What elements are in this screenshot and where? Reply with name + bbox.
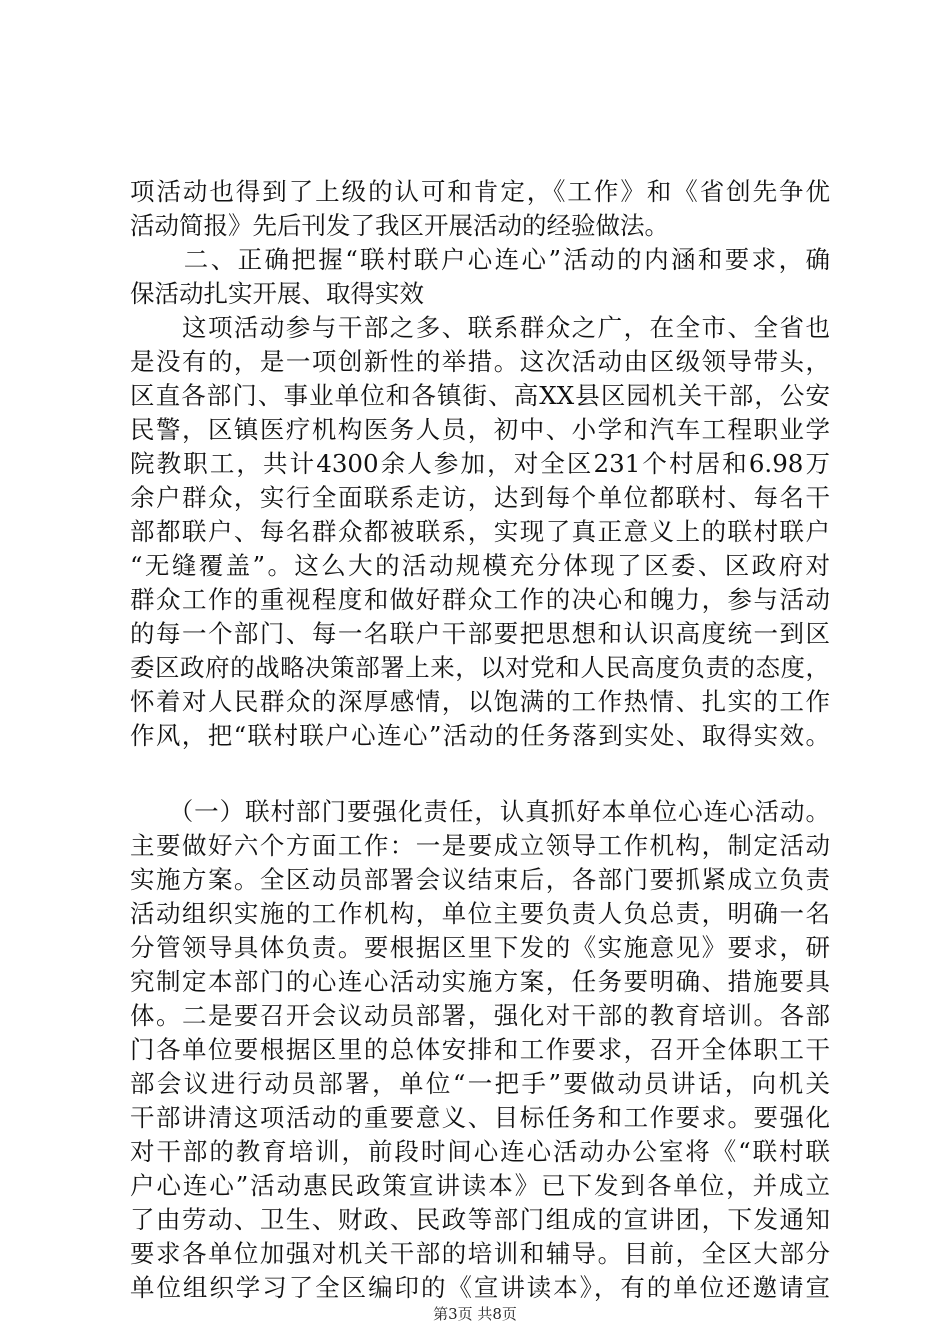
- text-line: 主要做好六个方面工作：一是要成立领导工作机构，制定活动: [130, 831, 830, 860]
- section-heading-line: 二、正确把握“联村联户心连心”活动的内涵和要求，确: [130, 245, 830, 274]
- text-line: 这项活动参与干部之多、联系群众之广，在全市、全省也: [130, 313, 830, 342]
- text-line: 了由劳动、卫生、财政、民政等部门组成的宣讲团，下发通知: [130, 1205, 830, 1234]
- text-line: 项活动也得到了上级的认可和肯定，《工作》和《省创先争优: [130, 177, 830, 206]
- text-line: 门各单位要根据区里的总体安排和工作要求，召开全体职工干: [130, 1035, 830, 1064]
- subsection-heading-line: （一）联村部门要强化责任，认真抓好本单位心连心活动。: [130, 797, 830, 826]
- text-line: 部会议进行动员部署，单位“一把手”要做动员讲话，向机关: [130, 1069, 830, 1098]
- text-line: 民警，区镇医疗机构医务人员，初中、小学和汽车工程职业学: [130, 415, 830, 444]
- text-line: 作风，把“联村联户心连心”活动的任务落到实处、取得实效。: [130, 721, 830, 750]
- text-line: 户心连心”活动惠民政策宣讲读本》已下发到各单位，并成立: [130, 1171, 830, 1200]
- text-line: 部都联户、每名群众都被联系，实现了真正意义上的联村联户: [130, 517, 830, 546]
- text-line: 院教职工，共计4300余人参加，对全区231个村居和6.98万: [130, 449, 830, 478]
- text-line: 实施方案。全区动员部署会议结束后，各部门要抓紧成立负责: [130, 865, 830, 894]
- page-number-footer: 第3页 共8页: [433, 1305, 517, 1323]
- text-line: 委区政府的战略决策部署上来，以对党和人民高度负责的态度，: [130, 653, 830, 682]
- text-line: 单位组织学习了全区编印的《宣讲读本》，有的单位还邀请宣: [130, 1273, 830, 1302]
- text-line: 区直各部门、事业单位和各镇街、高XX县区园机关干部，公安: [130, 381, 830, 410]
- text-line: 分管领导具体负责。要根据区里下发的《实施意见》要求，研: [130, 933, 830, 962]
- text-line: 干部讲清这项活动的重要意义、目标任务和工作要求。要强化: [130, 1103, 830, 1132]
- text-line: 活动组织实施的工作机构，单位主要负责人负总责，明确一名: [130, 899, 830, 928]
- text-line: 的每一个部门、每一名联户干部要把思想和认识高度统一到区: [130, 619, 830, 648]
- text-line: 体。二是要召开会议动员部署，强化对干部的教育培训。各部: [130, 1001, 830, 1030]
- text-line: 是没有的，是一项创新性的举措。这次活动由区级领导带头，: [130, 347, 830, 376]
- text-line: 对干部的教育培训，前段时间心连心活动办公室将《“联村联: [130, 1137, 830, 1166]
- text-line: 余户群众，实行全面联系走访，达到每个单位都联村、每名干: [130, 483, 830, 512]
- text-line: 怀着对人民群众的深厚感情，以饱满的工作热情、扎实的工作: [130, 687, 830, 716]
- text-line: 活动简报》先后刊发了我区开展活动的经验做法。: [130, 211, 669, 240]
- text-line: 要求各单位加强对机关干部的培训和辅导。目前，全区大部分: [130, 1239, 830, 1268]
- section-heading-line: 保活动扎实开展、取得实效: [130, 279, 424, 308]
- text-line: “无缝覆盖”。这么大的活动规模充分体现了区委、区政府对: [130, 551, 830, 580]
- text-line: 究制定本部门的心连心活动实施方案，任务要明确、措施要具: [130, 967, 830, 996]
- text-line: 群众工作的重视程度和做好群众工作的决心和魄力，参与活动: [130, 585, 830, 614]
